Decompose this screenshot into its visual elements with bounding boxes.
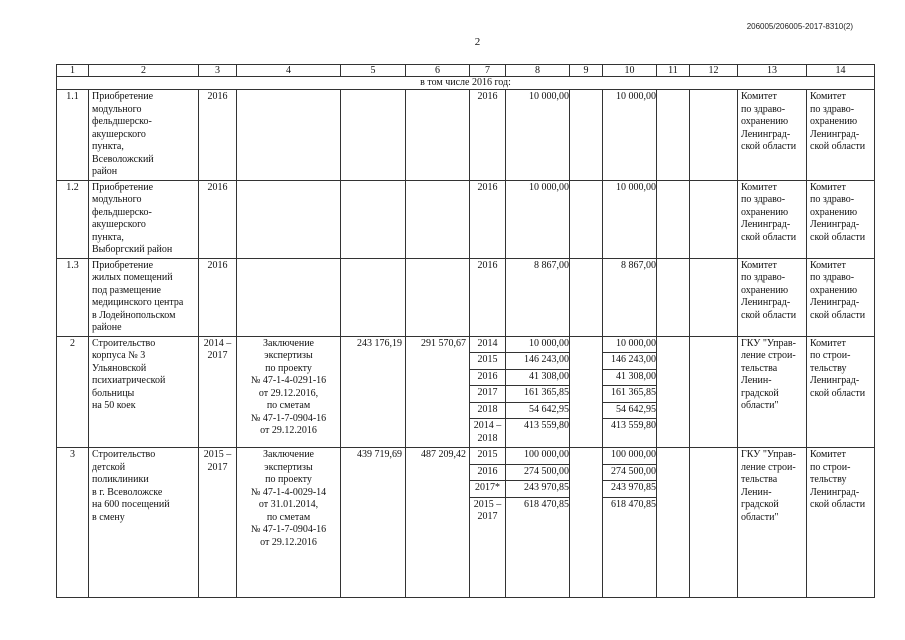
financing-regional-budget	[603, 180, 657, 258]
financing-year	[470, 90, 506, 181]
responsible-executor: Комитет по здраво- охранению Ленинград- ской области	[807, 90, 875, 181]
customer: Комитет по здраво- охранению Ленинград- ской области	[738, 180, 807, 258]
program-table	[56, 64, 875, 598]
column-number-7: 7	[470, 65, 506, 77]
financing-total	[506, 90, 570, 181]
financing-total-entry: 54 642,95	[506, 403, 569, 420]
financing-year-entry: 2017	[470, 386, 505, 403]
implementation-period: 2014 – 2017	[199, 336, 237, 448]
column-number-row	[57, 65, 875, 77]
column-number-3: 3	[199, 65, 237, 77]
implementation-period: 2016	[199, 258, 237, 336]
financing-year-entry: 2016	[470, 465, 505, 482]
column-11-cell	[657, 180, 690, 258]
row-number: 1.1	[57, 90, 89, 181]
financing-year-entry: 2015	[470, 353, 505, 370]
estimated-cost	[341, 258, 406, 336]
financing-regional-budget-entry: 146 243,00	[603, 353, 656, 370]
row-number: 2	[57, 336, 89, 448]
estimated-cost: 243 176,19	[341, 336, 406, 448]
column-12-cell	[690, 90, 738, 181]
financing-regional-budget-entry: 618 470,85	[611, 498, 656, 510]
object-name: Приобретение модульного фельдшерско- акушерского пункта, Выборгский район	[89, 180, 199, 258]
financing-regional-budget	[603, 336, 657, 448]
customer: Комитет по здраво- охранению Ленинград- ской области	[738, 258, 807, 336]
object-name: Приобретение жилых помещений под размещение медицинского центра в Лодейнопольском районе	[89, 258, 199, 336]
document-id: 206005/206005-2017-8310(2)	[746, 22, 853, 31]
column-12-cell	[690, 336, 738, 448]
estimated-cost-current-prices	[406, 258, 470, 336]
column-12-cell	[690, 180, 738, 258]
estimated-cost	[341, 90, 406, 181]
column-number-8: 8	[506, 65, 570, 77]
column-number-9: 9	[570, 65, 603, 77]
financing-year	[470, 180, 506, 258]
financing-year	[470, 448, 506, 598]
financing-total-entry: 243 970,85	[506, 481, 569, 498]
project-documentation: Заключение экспертизы по проекту № 47-1-4-0291-16 от 29.12.2016, по сметам № 47-1-7-0904-16 от 29.12.2016	[237, 336, 341, 448]
estimated-cost	[341, 180, 406, 258]
table-row	[57, 448, 875, 598]
row-number: 3	[57, 448, 89, 598]
financing-regional-budget	[603, 448, 657, 598]
responsible-executor: Комитет по здраво- охранению Ленинград- ской области	[807, 258, 875, 336]
estimated-cost-current-prices	[406, 180, 470, 258]
financing-regional-budget	[603, 90, 657, 181]
column-number-13: 13	[738, 65, 807, 77]
financing-total	[506, 180, 570, 258]
financing-total	[506, 448, 570, 598]
page-number: 2	[474, 36, 481, 48]
financing-year-entry: 2014 – 2018	[473, 420, 502, 444]
financing-year	[470, 336, 506, 448]
column-number-1: 1	[57, 65, 89, 77]
financing-total-entry: 10 000,00	[529, 91, 569, 102]
column-12-cell	[690, 258, 738, 336]
financing-year-entry: 2016	[470, 370, 505, 387]
table-row	[57, 180, 875, 258]
column-11-cell	[657, 90, 690, 181]
column-number-12: 12	[690, 65, 738, 77]
financing-total-entry: 161 365,85	[506, 386, 569, 403]
subheader-text: в том числе 2016 год:	[57, 77, 875, 90]
project-documentation	[237, 180, 341, 258]
column-11-cell	[657, 258, 690, 336]
subheader-row	[57, 77, 875, 90]
financing-total-entry: 10 000,00	[506, 337, 569, 354]
object-name: Строительство корпуса № 3 Ульяновской психиатрической больницы на 50 коек	[89, 336, 199, 448]
project-documentation	[237, 90, 341, 181]
financing-total-entry: 274 500,00	[506, 465, 569, 482]
project-documentation	[237, 258, 341, 336]
financing-year-entry: 2017*	[470, 481, 505, 498]
financing-year-entry: 2016	[477, 91, 498, 102]
implementation-period: 2015 – 2017	[199, 448, 237, 598]
column-number-14: 14	[807, 65, 875, 77]
financing-year	[470, 258, 506, 336]
object-name: Строительство детской поликлиники в г. Всеволожске на 600 посещений в смену	[89, 448, 199, 598]
table-row	[57, 258, 875, 336]
financing-total-entry: 100 000,00	[506, 448, 569, 465]
customer: ГКУ "Управ- ление строи- тельства Ленин- градской области"	[738, 448, 807, 598]
financing-regional-budget-entry: 54 642,95	[603, 403, 656, 420]
financing-regional-budget-entry: 10 000,00	[616, 181, 656, 193]
object-name: Приобретение модульного фельдшерско- акушерского пункта, Всеволожский район	[89, 90, 199, 181]
financing-total	[506, 258, 570, 336]
financing-year-entry: 2015	[470, 448, 505, 465]
implementation-period: 2016	[199, 180, 237, 258]
financing-total-entry: 146 243,00	[506, 353, 569, 370]
table-row	[57, 336, 875, 448]
financing-total-entry: 10 000,00	[529, 181, 569, 193]
table-row	[57, 90, 875, 181]
estimated-cost-current-prices: 487 209,42	[406, 448, 470, 598]
column-12-cell	[690, 448, 738, 598]
financing-total	[506, 336, 570, 448]
responsible-executor: Комитет по строи- тельству Ленинград- ской области	[807, 448, 875, 598]
financing-year-entry: 2015 – 2017	[473, 498, 502, 522]
financing-regional-budget-entry: 10 000,00	[616, 91, 656, 102]
financing-total-entry: 413 559,80	[524, 420, 569, 431]
financing-year-entry: 2014	[470, 337, 505, 354]
financing-regional-budget-entry: 8 867,00	[621, 259, 656, 271]
financing-regional-budget-entry: 274 500,00	[603, 465, 656, 482]
financing-year-entry: 2016	[477, 259, 498, 271]
column-9-cell	[570, 180, 603, 258]
column-9-cell	[570, 258, 603, 336]
column-number-11: 11	[657, 65, 690, 77]
implementation-period: 2016	[199, 90, 237, 181]
customer: ГКУ "Управ- ление строи- тельства Ленин- градской области"	[738, 336, 807, 448]
estimated-cost-current-prices: 291 570,67	[406, 336, 470, 448]
column-9-cell	[570, 90, 603, 181]
column-9-cell	[570, 448, 603, 598]
column-number-10: 10	[603, 65, 657, 77]
customer: Комитет по здраво- охранению Ленинград- ской области	[738, 90, 807, 181]
estimated-cost-current-prices	[406, 90, 470, 181]
financing-regional-budget-entry: 413 559,80	[611, 420, 656, 431]
column-number-4: 4	[237, 65, 341, 77]
financing-regional-budget	[603, 258, 657, 336]
column-number-2: 2	[89, 65, 199, 77]
financing-regional-budget-entry: 10 000,00	[603, 337, 656, 354]
row-number: 1.3	[57, 258, 89, 336]
responsible-executor: Комитет по здраво- охранению Ленинград- ской области	[807, 180, 875, 258]
column-11-cell	[657, 336, 690, 448]
column-number-6: 6	[406, 65, 470, 77]
financing-total-entry: 8 867,00	[534, 259, 569, 271]
project-documentation: Заключение экспертизы по проекту № 47-1-4-0029-14 от 31.01.2014, по сметам № 47-1-7-0904-16 от 29.12.2016	[237, 448, 341, 598]
financing-regional-budget-entry: 100 000,00	[603, 448, 656, 465]
estimated-cost: 439 719,69	[341, 448, 406, 598]
financing-total-entry: 41 308,00	[506, 370, 569, 387]
column-number-5: 5	[341, 65, 406, 77]
financing-regional-budget-entry: 41 308,00	[603, 370, 656, 387]
financing-regional-budget-entry: 161 365,85	[603, 386, 656, 403]
column-9-cell	[570, 336, 603, 448]
financing-year-entry: 2018	[470, 403, 505, 420]
responsible-executor: Комитет по строи- тельству Ленинград- ской области	[807, 336, 875, 448]
financing-total-entry: 618 470,85	[524, 498, 569, 510]
financing-regional-budget-entry: 243 970,85	[603, 481, 656, 498]
row-number: 1.2	[57, 180, 89, 258]
column-11-cell	[657, 448, 690, 598]
financing-year-entry: 2016	[477, 181, 498, 193]
